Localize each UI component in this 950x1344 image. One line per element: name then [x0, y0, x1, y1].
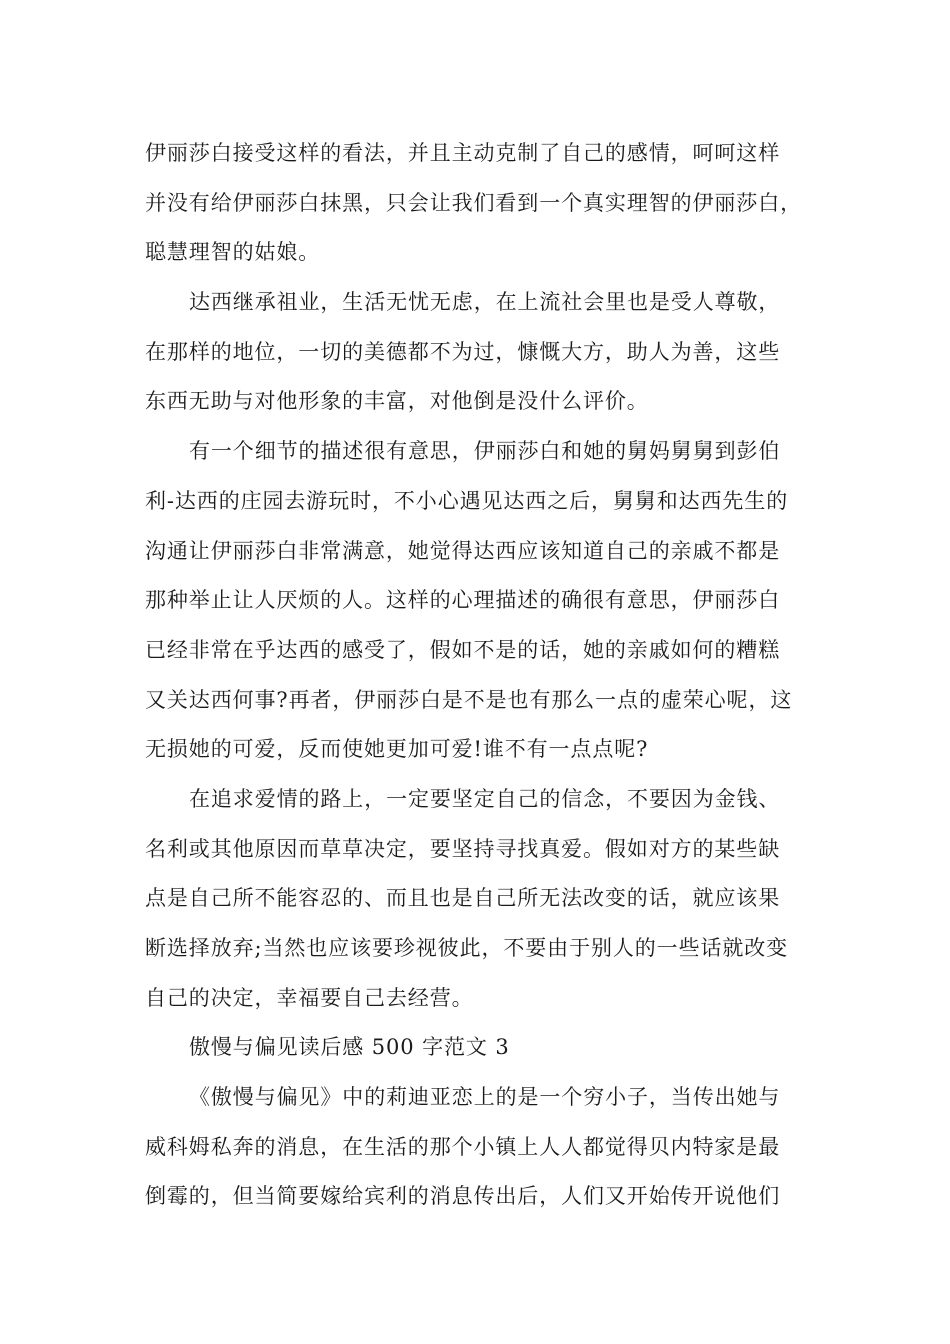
text-line: 点是自己所不能容忍的、而且也是自己所无法改变的话，就应该果	[145, 886, 781, 911]
text-line: 又关达西何事?再者，伊丽莎白是不是也有那么一点的虚荣心呢，这	[145, 687, 793, 712]
text-line: 已经非常在乎达西的感受了，假如不是的话，她的亲戚如何的糟糕	[145, 637, 781, 662]
text-line: 利-达西的庄园去游玩时，不小心遇见达西之后，舅舅和达西先生的	[145, 488, 789, 513]
text-line: 在那样的地位，一切的美德都不为过，慷慨大方，助人为善，这些	[145, 339, 781, 364]
text-line: 东西无助与对他形象的丰富，对他倒是没什么评价。	[145, 389, 649, 414]
text-line: 聪慧理智的姑娘。	[145, 240, 321, 265]
text-line: 沟通让伊丽莎白非常满意，她觉得达西应该知道自己的亲戚不都是	[145, 538, 781, 563]
text-line: 倒霉的，但当简要嫁给宾利的消息传出后，人们又开始传开说他们	[145, 1184, 781, 1209]
text-line: 伊丽莎白接受这样的看法，并且主动克制了自己的感情，呵呵这样	[145, 141, 781, 165]
text-line: 威科姆私奔的消息，在生活的那个小镇上人人都觉得贝内特家是最	[145, 1134, 781, 1159]
text-line: 自己的决定，幸福要自己去经营。	[145, 985, 474, 1010]
text-line: 有一个细节的描述很有意思，伊丽莎白和她的舅妈舅舅到彭伯	[189, 439, 781, 464]
text-line: 傲慢与偏见读后感 500 字范文 3	[189, 1035, 510, 1060]
text-line: 《傲慢与偏见》中的莉迪亚恋上的是一个穷小子，当传出她与	[189, 1085, 781, 1110]
text-line: 那种举止让人厌烦的人。这样的心理描述的确很有意思，伊丽莎白	[145, 588, 781, 613]
text-line: 在追求爱情的路上，一定要坚定自己的信念，不要因为金钱、	[189, 786, 781, 811]
text-line: 并没有给伊丽莎白抹黑，只会让我们看到一个真实理智的伊丽莎白，	[145, 190, 802, 215]
text-line: 无损她的可爱，反而使她更加可爱!谁不有一点点呢?	[145, 737, 649, 762]
text-line: 名利或其他原因而草草决定，要坚持寻找真爱。假如对方的某些缺	[145, 836, 781, 861]
text-line: 达西继承祖业，生活无忧无虑，在上流社会里也是受人尊敬，	[189, 290, 781, 315]
text-line: 断选择放弃;当然也应该要珍视彼此，不要由于别人的一些话就改变	[145, 936, 789, 960]
document-body	[145, 129, 825, 1222]
